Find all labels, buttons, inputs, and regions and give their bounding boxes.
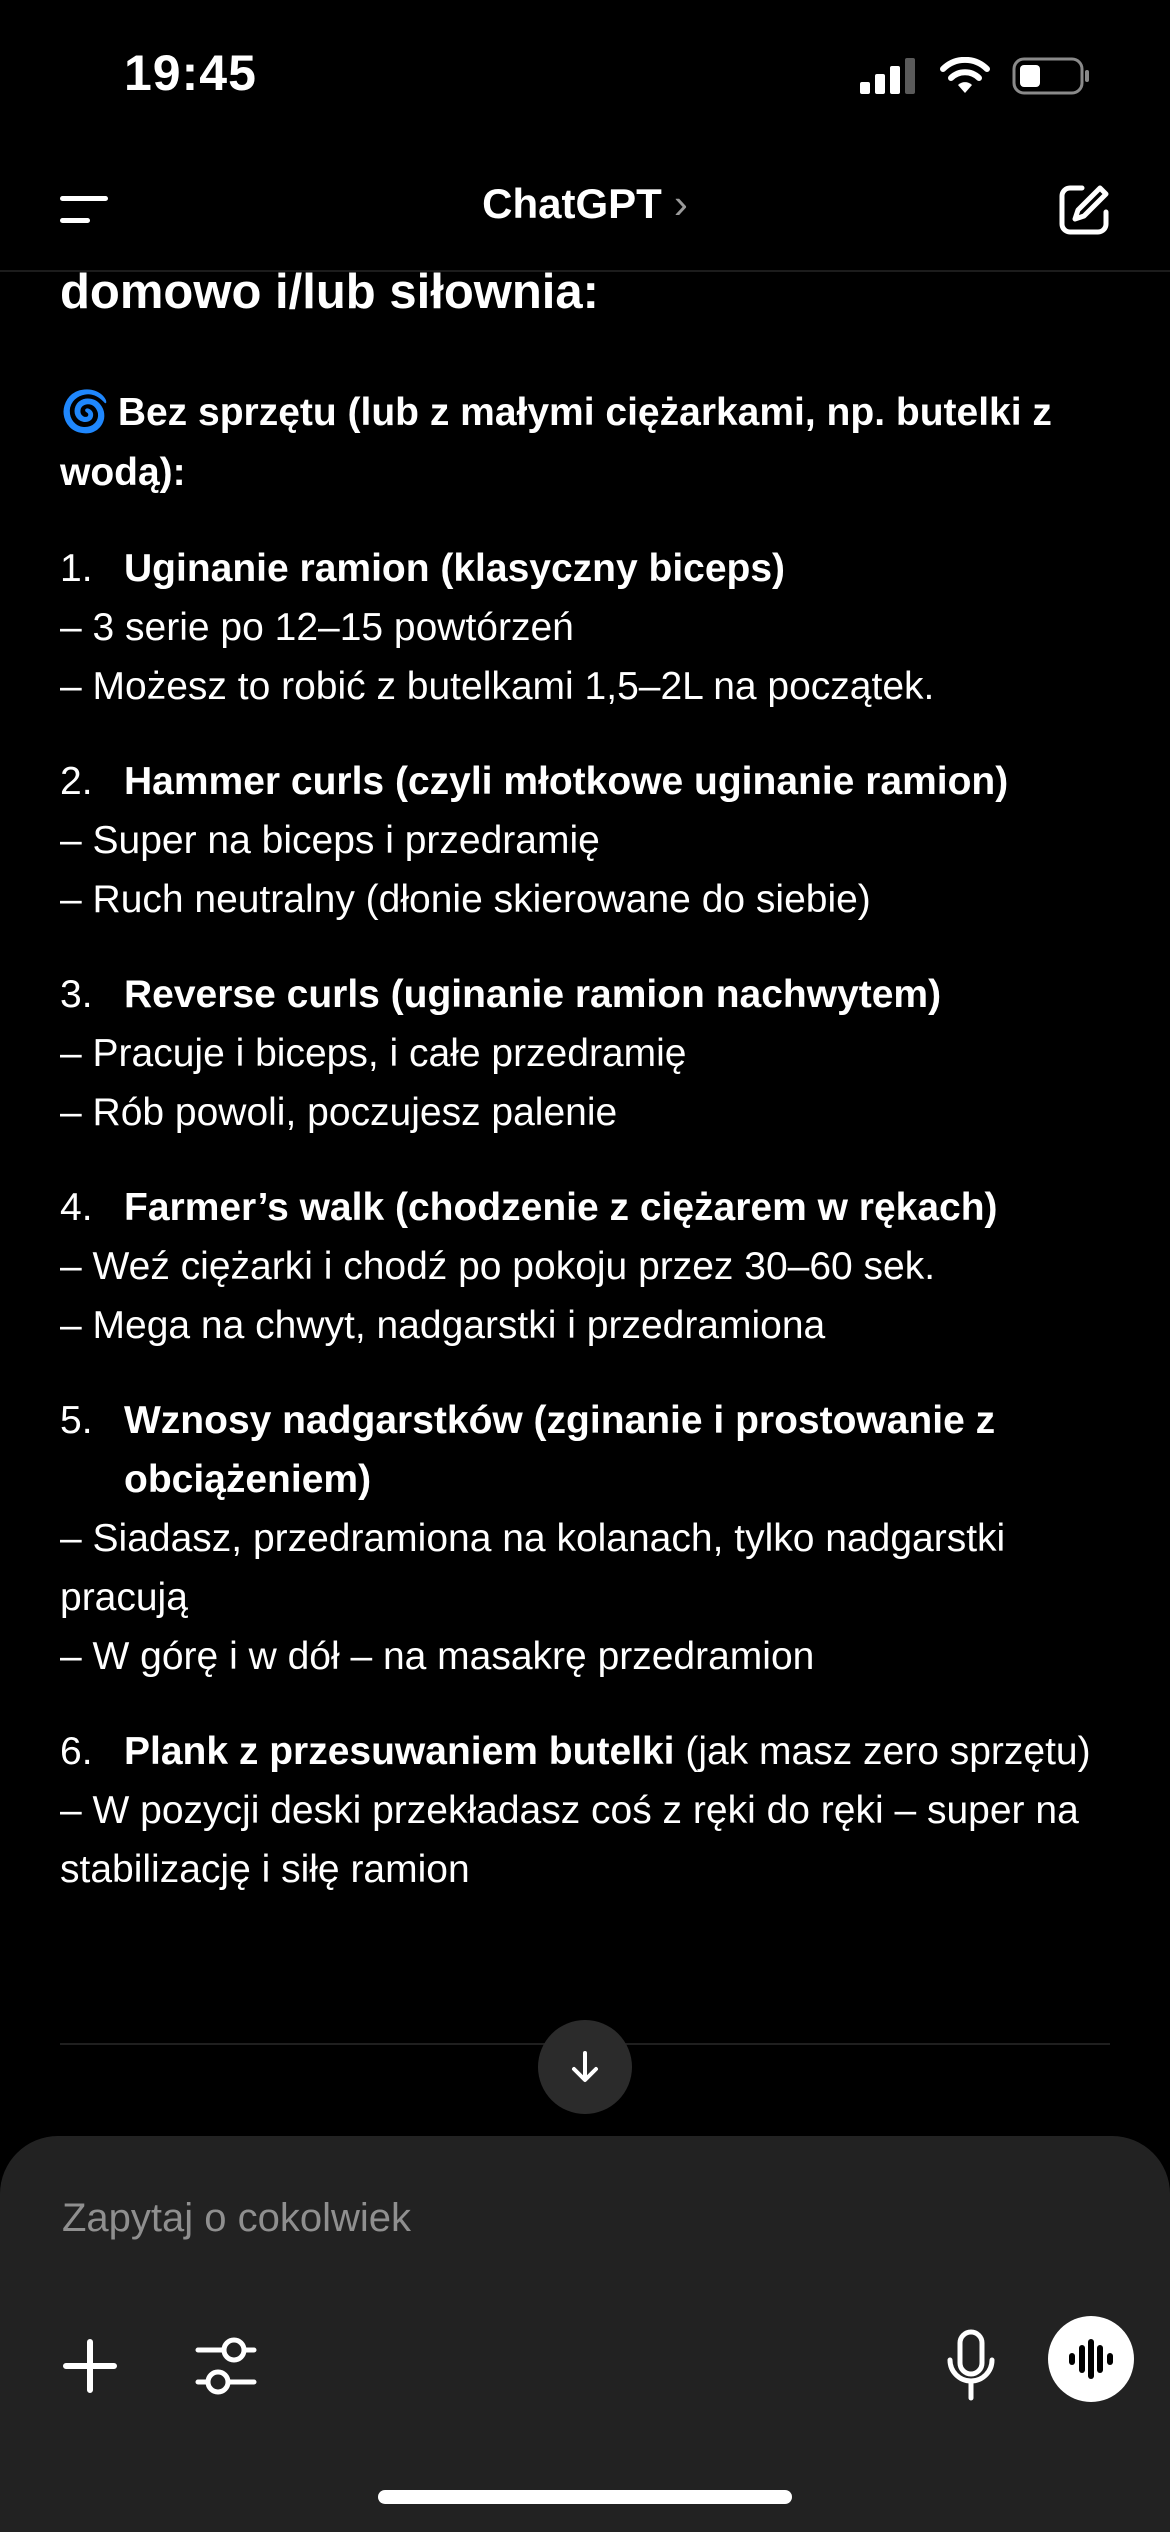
item-line: – Mega na chwyt, nadgarstki i przedramiona — [60, 1304, 826, 1347]
item-line: – Weź ciężarki i chodź po pokoju przez 30–60 sek. — [60, 1245, 936, 1288]
status-bar — [0, 0, 1170, 150]
arrow-down-icon — [565, 2047, 605, 2087]
item-title: Hammer curls (czyli młotkowe uginanie ramion) — [124, 760, 1009, 803]
list-item — [60, 752, 1110, 929]
item-title: Wznosy nadgarstków (zginanie i prostowanie z obciążeniem) — [124, 1399, 996, 1501]
item-title: Plank z przesuwaniem butelki — [124, 1730, 675, 1773]
item-title: Reverse curls (uginanie ramion nachwytem) — [124, 973, 942, 1016]
battery-icon — [1012, 56, 1092, 96]
top-bar — [0, 150, 1170, 272]
section-title-text: Bez sprzętu (lub z małymi ciężarkami, np. butelki z wodą): — [60, 391, 1052, 494]
item-line: – Siadasz, przedramiona na kolanach, tylko nadgarstki pracują — [60, 1517, 1006, 1619]
item-title-rest: (jak masz zero sprzętu) — [674, 1730, 1091, 1773]
item-number: 6. — [60, 1730, 93, 1773]
edit-icon[interactable] — [1056, 182, 1112, 238]
item-number: 4. — [60, 1186, 93, 1229]
wifi-icon — [940, 57, 990, 95]
item-number: 5. — [60, 1399, 93, 1442]
sliders-icon[interactable] — [194, 2332, 258, 2400]
status-time: 19:45 — [124, 45, 257, 101]
item-number: 1. — [60, 547, 93, 590]
list-item — [60, 965, 1110, 1142]
voice-mode-button[interactable] — [1048, 2316, 1134, 2402]
assistant-message — [60, 262, 1110, 1899]
list-item — [60, 1722, 1110, 1899]
scroll-to-bottom-button[interactable] — [538, 2020, 632, 2114]
swirl-emoji: 🌀 — [60, 390, 110, 434]
item-line: – Możesz to robić z butelkami 1,5–2L na początek. — [60, 665, 935, 708]
message-heading: domowo i/lub siłownia: — [60, 265, 599, 319]
voice-wave-icon — [1067, 2337, 1115, 2381]
chevron-right-icon: › — [673, 180, 688, 227]
item-line: – Pracuje i biceps, i całe przedramię — [60, 1032, 687, 1075]
item-line: – W górę i w dół – na masakrę przedramion — [60, 1635, 815, 1678]
microphone-icon[interactable] — [945, 2328, 997, 2404]
item-line: – 3 serie po 12–15 powtórzeń — [60, 606, 574, 649]
item-line: – Rób powoli, poczujesz palenie — [60, 1091, 618, 1134]
item-number: 3. — [60, 973, 93, 1016]
item-title: Farmer’s walk (chodzenie z ciężarem w rękach) — [124, 1186, 998, 1229]
item-title: Uginanie ramion (klasyczny biceps) — [124, 547, 786, 590]
exercise-list — [60, 539, 1110, 1899]
plus-icon[interactable] — [60, 2336, 120, 2396]
item-number: 2. — [60, 760, 93, 803]
list-item — [60, 1391, 1110, 1686]
item-line: – W pozycji deski przekładasz coś z ręki do ręki – super na stabilizację i siłę ramion — [60, 1789, 1079, 1891]
composer — [0, 2136, 1170, 2532]
list-item — [60, 1178, 1110, 1355]
section-title — [60, 382, 1110, 503]
app-title: ChatGPT — [482, 180, 662, 227]
item-line: – Ruch neutralny (dłonie skierowane do siebie) — [60, 878, 871, 921]
message-input[interactable]: Zapytaj o cokolwiek — [62, 2196, 412, 2240]
model-selector[interactable] — [0, 180, 1170, 228]
list-item — [60, 539, 1110, 716]
item-line: – Super na biceps i przedramię — [60, 819, 600, 862]
status-icons — [860, 56, 1092, 96]
signal-icon — [860, 58, 918, 94]
home-indicator — [378, 2490, 792, 2504]
